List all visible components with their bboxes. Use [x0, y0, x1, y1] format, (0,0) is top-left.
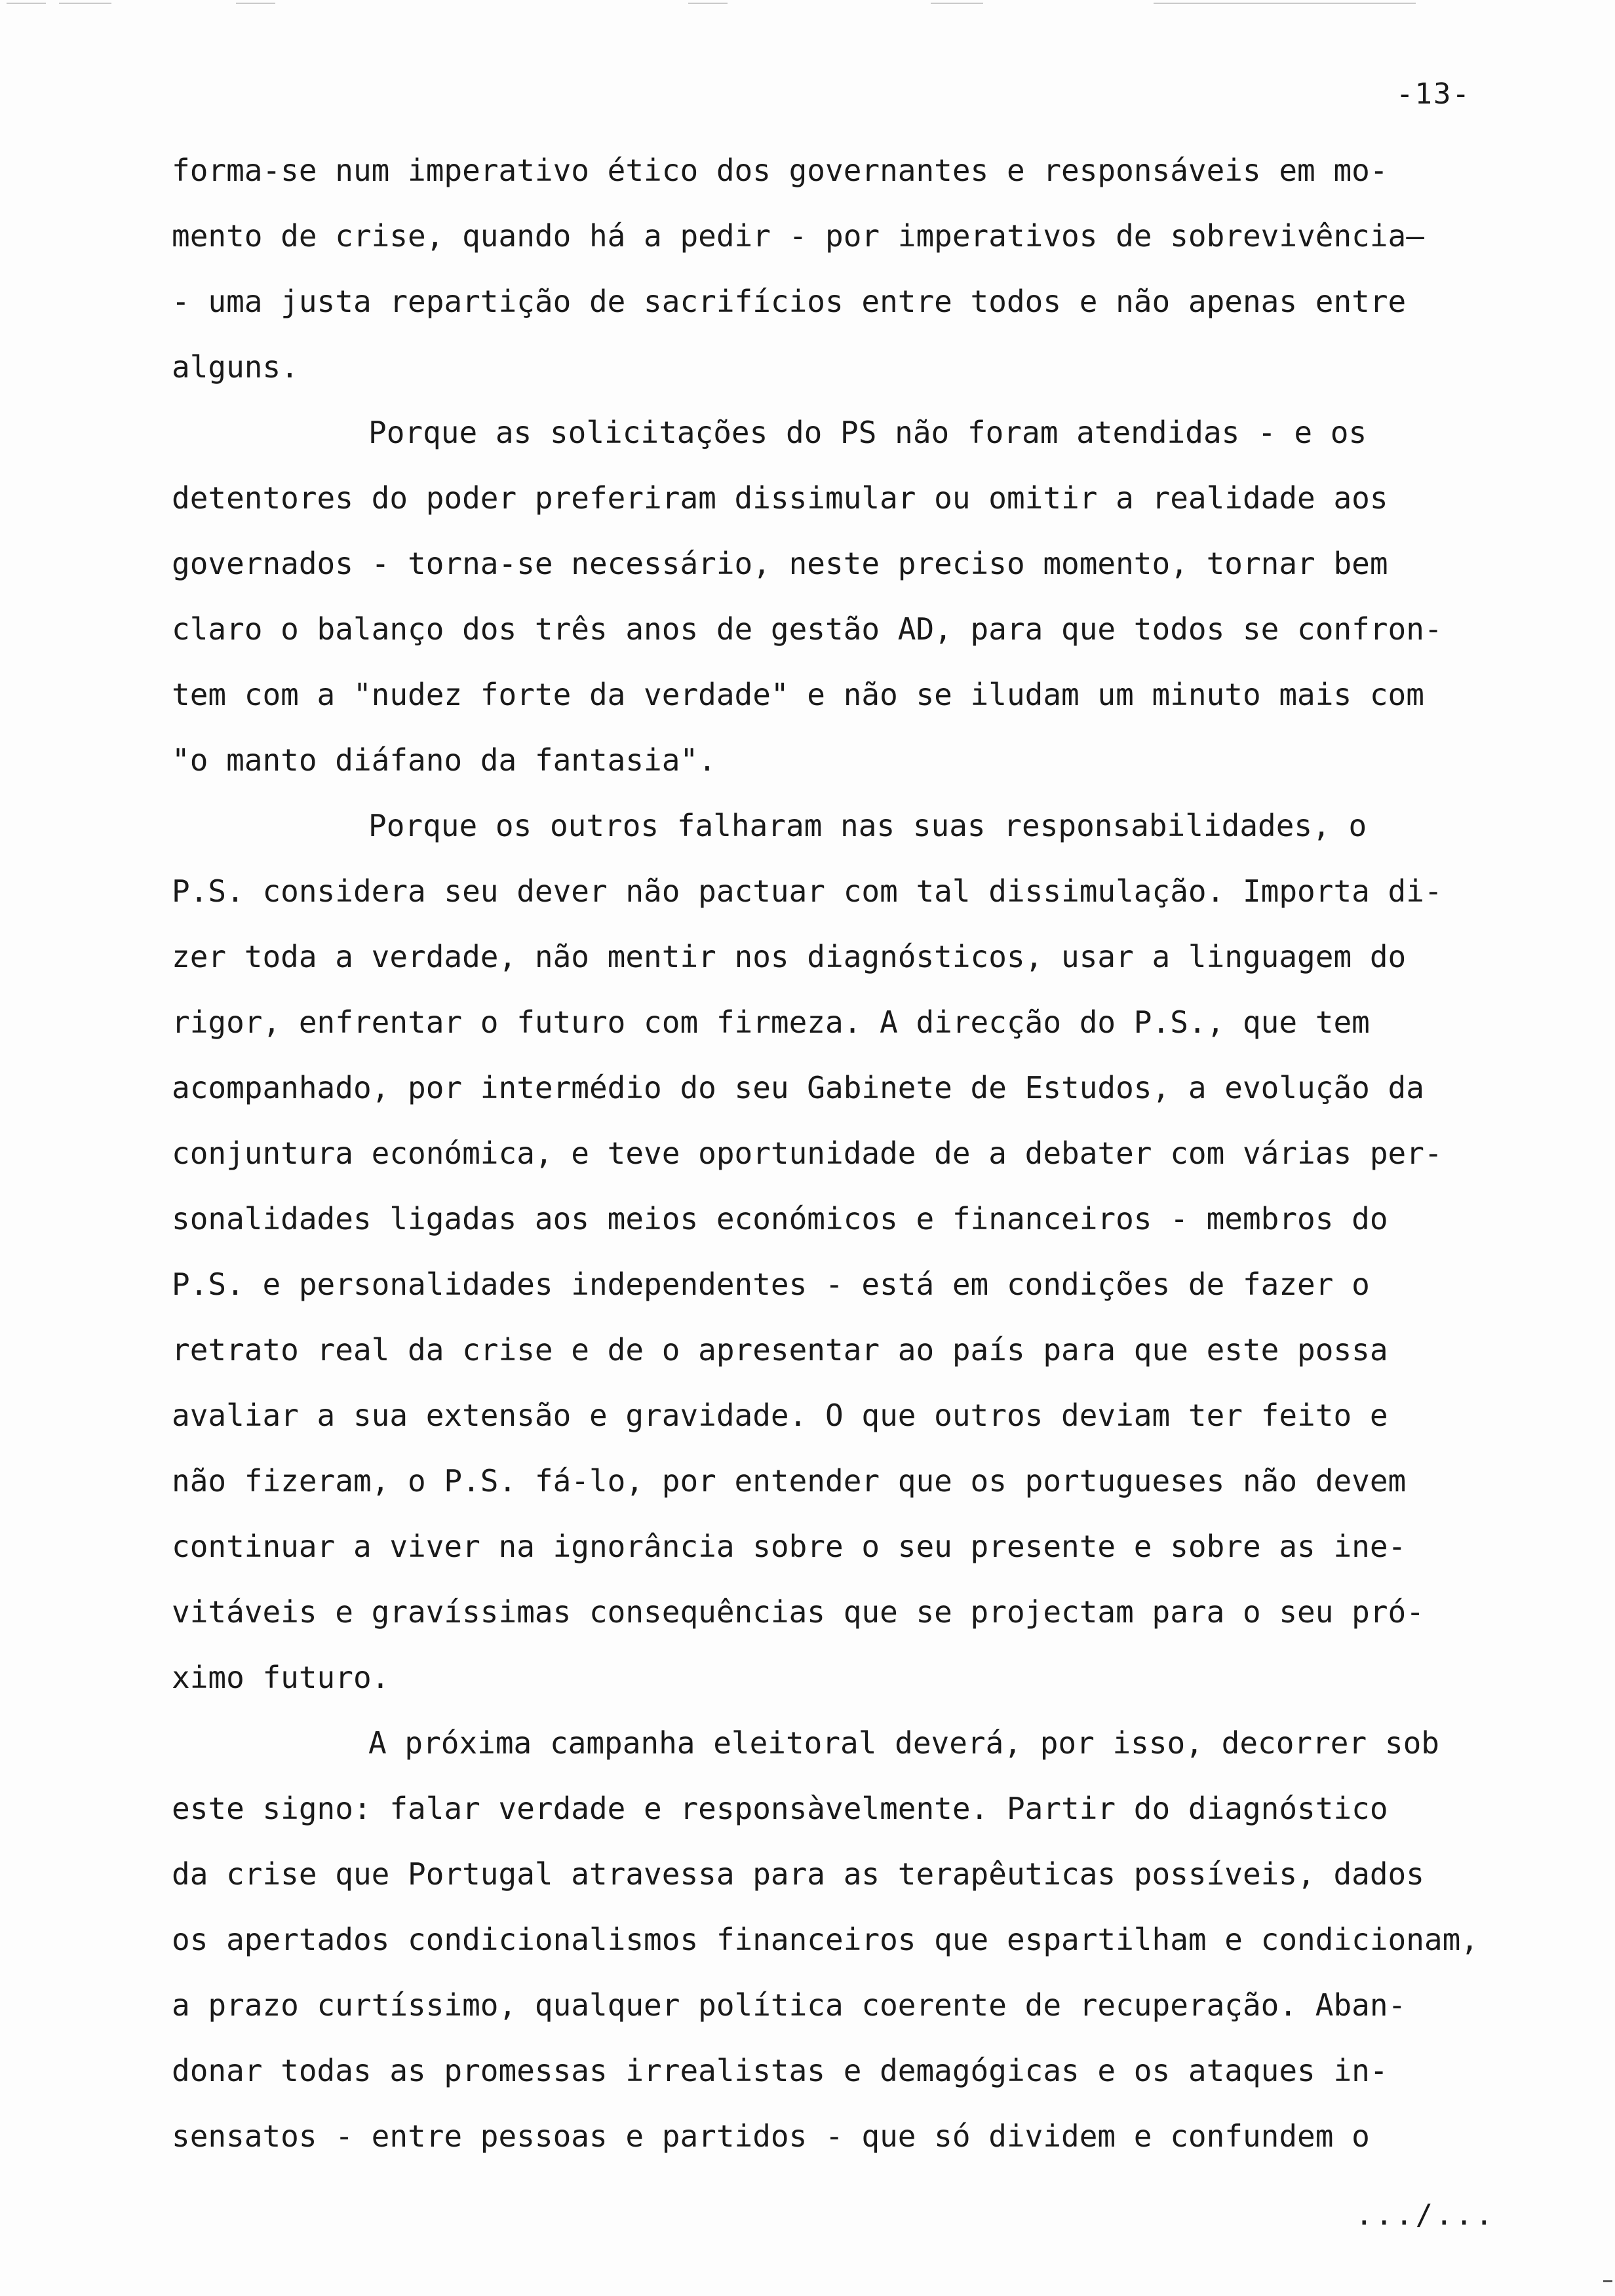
text-line: forma-se num imperativo ético dos governantes e responsáveis em mo-	[172, 153, 1388, 188]
text-line: vitáveis e gravíssimas consequências que se projectam para o seu pró-	[172, 1594, 1424, 1630]
text-line: ximo futuro.	[172, 1660, 390, 1695]
scan-edge-mark	[931, 3, 983, 4]
scan-edge-mark	[1603, 2280, 1612, 2282]
text-line: P.S. considera seu dever não pactuar com tal dissimulação. Importa di-	[172, 873, 1443, 909]
text-line: mento de crise, quando há a pedir - por imperativos de sobrevivência—	[172, 218, 1424, 254]
text-line: não fizeram, o P.S. fá-lo, por entender que os portugueses não devem	[172, 1463, 1407, 1499]
body-text	[172, 138, 1615, 2169]
text-line: Porque as solicitações do PS não foram atendidas - e os	[368, 415, 1367, 450]
scan-edge-mark	[688, 3, 728, 4]
text-line: donar todas as promessas irrealistas e demagógicas e os ataques in-	[172, 2053, 1388, 2088]
text-line: "o manto diáfano da fantasia".	[172, 742, 716, 778]
text-line: conjuntura económica, e teve oportunidade de a debater com várias per-	[172, 1136, 1443, 1171]
scan-edge-mark	[236, 3, 275, 4]
text-line: a prazo curtíssimo, qualquer política coerente de recuperação. Aban-	[172, 1987, 1407, 2023]
text-line: da crise que Portugal atravessa para as terapêuticas possíveis, dados	[172, 1856, 1424, 1892]
text-line: detentores do poder preferiram dissimular ou omitir a realidade aos	[172, 480, 1388, 516]
scan-edge-mark	[7, 3, 46, 4]
text-line: sonalidades ligadas aos meios económicos e financeiros - membros do	[172, 1201, 1388, 1236]
text-line: A próxima campanha eleitoral deverá, por isso, decorrer sob	[368, 1725, 1439, 1761]
text-line: rigor, enfrentar o futuro com firmeza. A direcção do P.S., que tem	[172, 1004, 1370, 1040]
text-line: claro o balanço dos três anos de gestão AD, para que todos se confron-	[172, 611, 1443, 647]
text-line: alguns.	[172, 349, 299, 385]
text-line: governados - torna-se necessário, neste preciso momento, tornar bem	[172, 546, 1388, 581]
text-line: sensatos - entre pessoas e partidos - que só dividem e confundem o	[172, 2118, 1370, 2154]
text-line: avaliar a sua extensão e gravidade. O que outros deviam ter feito e	[172, 1398, 1388, 1433]
page-number: -13-	[1396, 77, 1471, 111]
scan-edge-mark	[1154, 3, 1416, 4]
text-line: tem com a "nudez forte da verdade" e não se iludam um minuto mais com	[172, 677, 1424, 712]
text-line: continuar a viver na ignorância sobre o seu presente e sobre as ine-	[172, 1529, 1407, 1564]
text-line: P.S. e personalidades independentes - está em condições de fazer o	[172, 1267, 1370, 1302]
text-line: Porque os outros falharam nas suas responsabilidades, o	[368, 808, 1367, 843]
scan-edge-mark	[59, 3, 111, 4]
text-line: este signo: falar verdade e responsàvelmente. Partir do diagnóstico	[172, 1791, 1388, 1826]
text-line: - uma justa repartição de sacrifícios entre todos e não apenas entre	[172, 284, 1407, 319]
continuation-mark: .../...	[1355, 2198, 1496, 2232]
text-line: retrato real da crise e de o apresentar ao país para que este possa	[172, 1332, 1388, 1368]
text-line: zer toda a verdade, não mentir nos diagnósticos, usar a linguagem do	[172, 939, 1407, 974]
text-line: os apertados condicionalismos financeiros que espartilham e condicionam,	[172, 1922, 1479, 1957]
text-line: acompanhado, por intermédio do seu Gabinete de Estudos, a evolução da	[172, 1070, 1424, 1105]
